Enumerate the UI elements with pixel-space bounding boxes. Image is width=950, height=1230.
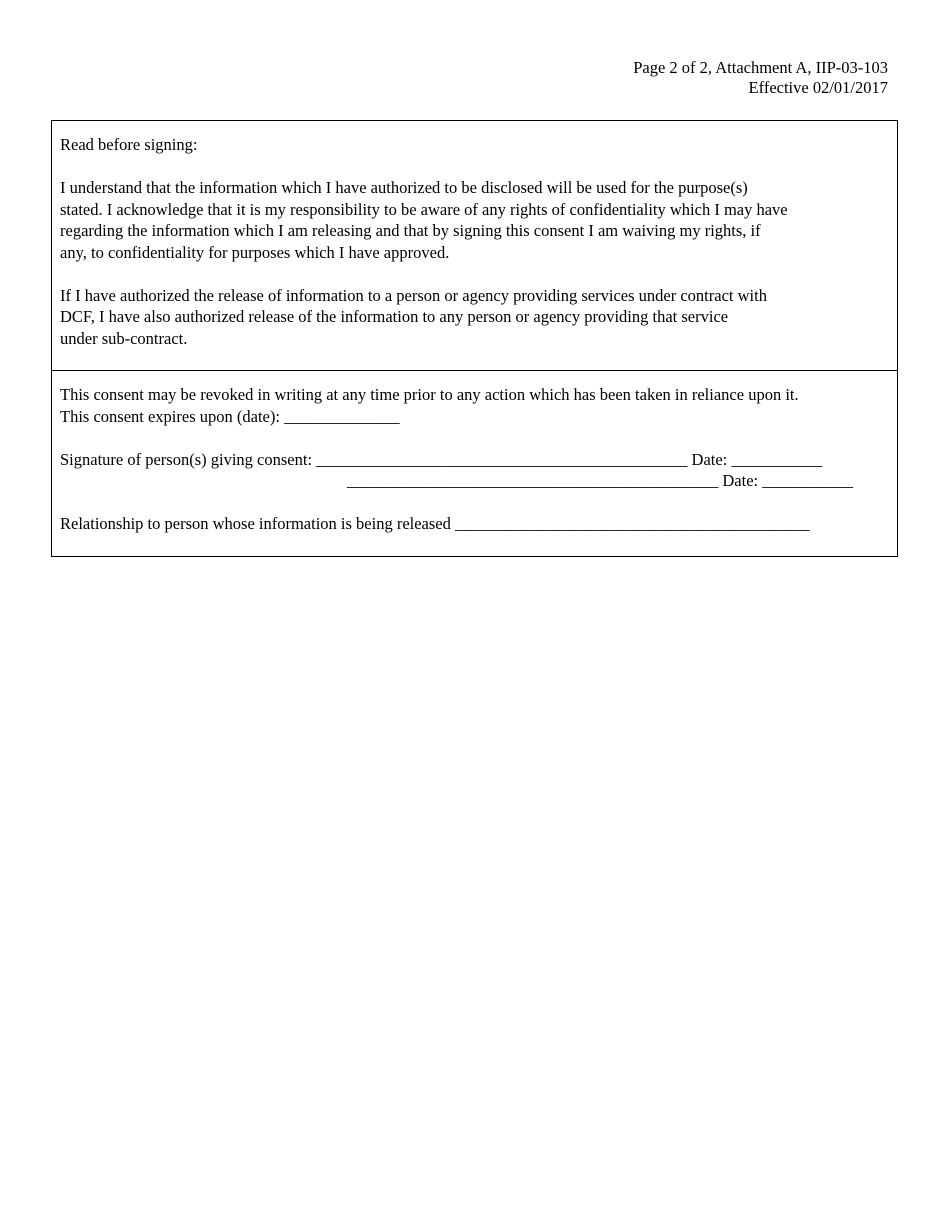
notice-para1-line4: any, to confidentiality for purposes which I have approved.	[60, 242, 450, 262]
signature-field-1[interactable]: Signature of person(s) giving consent: _____________________________________________ Date: ___________	[60, 449, 823, 469]
notice-para1-line1: I understand that the information which I have authorized to be disclosed will be used for the purpose(s)	[60, 178, 748, 197]
page-header	[633, 58, 888, 98]
revoke-text: This consent may be revoked in writing at any time prior to any action which has been taken in reliance upon it.	[60, 385, 799, 404]
notice-para2-line3: under sub-contract.	[60, 328, 188, 348]
notice-para2-line1: If I have authorized the release of information to a person or agency providing services under contract with	[60, 285, 767, 305]
notice-heading: Read before signing:	[60, 135, 198, 154]
effective-date: Effective 02/01/2017	[748, 78, 888, 97]
signature-field-2[interactable]: _____________________________________________ Date: ___________	[347, 471, 853, 490]
consent-box	[51, 370, 898, 557]
page-reference: Page 2 of 2, Attachment A, IIP-03-103	[633, 58, 888, 77]
relationship-field[interactable]: Relationship to person whose information is being released ___________________________________________	[60, 514, 810, 533]
notice-para2-line2: DCF, I have also authorized release of the information to any person or agency providing that service	[60, 307, 729, 326]
notice-box	[51, 120, 898, 371]
expiration-date-field[interactable]: This consent expires upon (date): ______________	[60, 406, 400, 426]
notice-para1-line2: stated. I acknowledge that it is my responsibility to be aware of any rights of confidentiality which I may have	[60, 199, 788, 219]
notice-para1-line3: regarding the information which I am releasing and that by signing this consent I am waiving my rights, if	[60, 221, 761, 240]
